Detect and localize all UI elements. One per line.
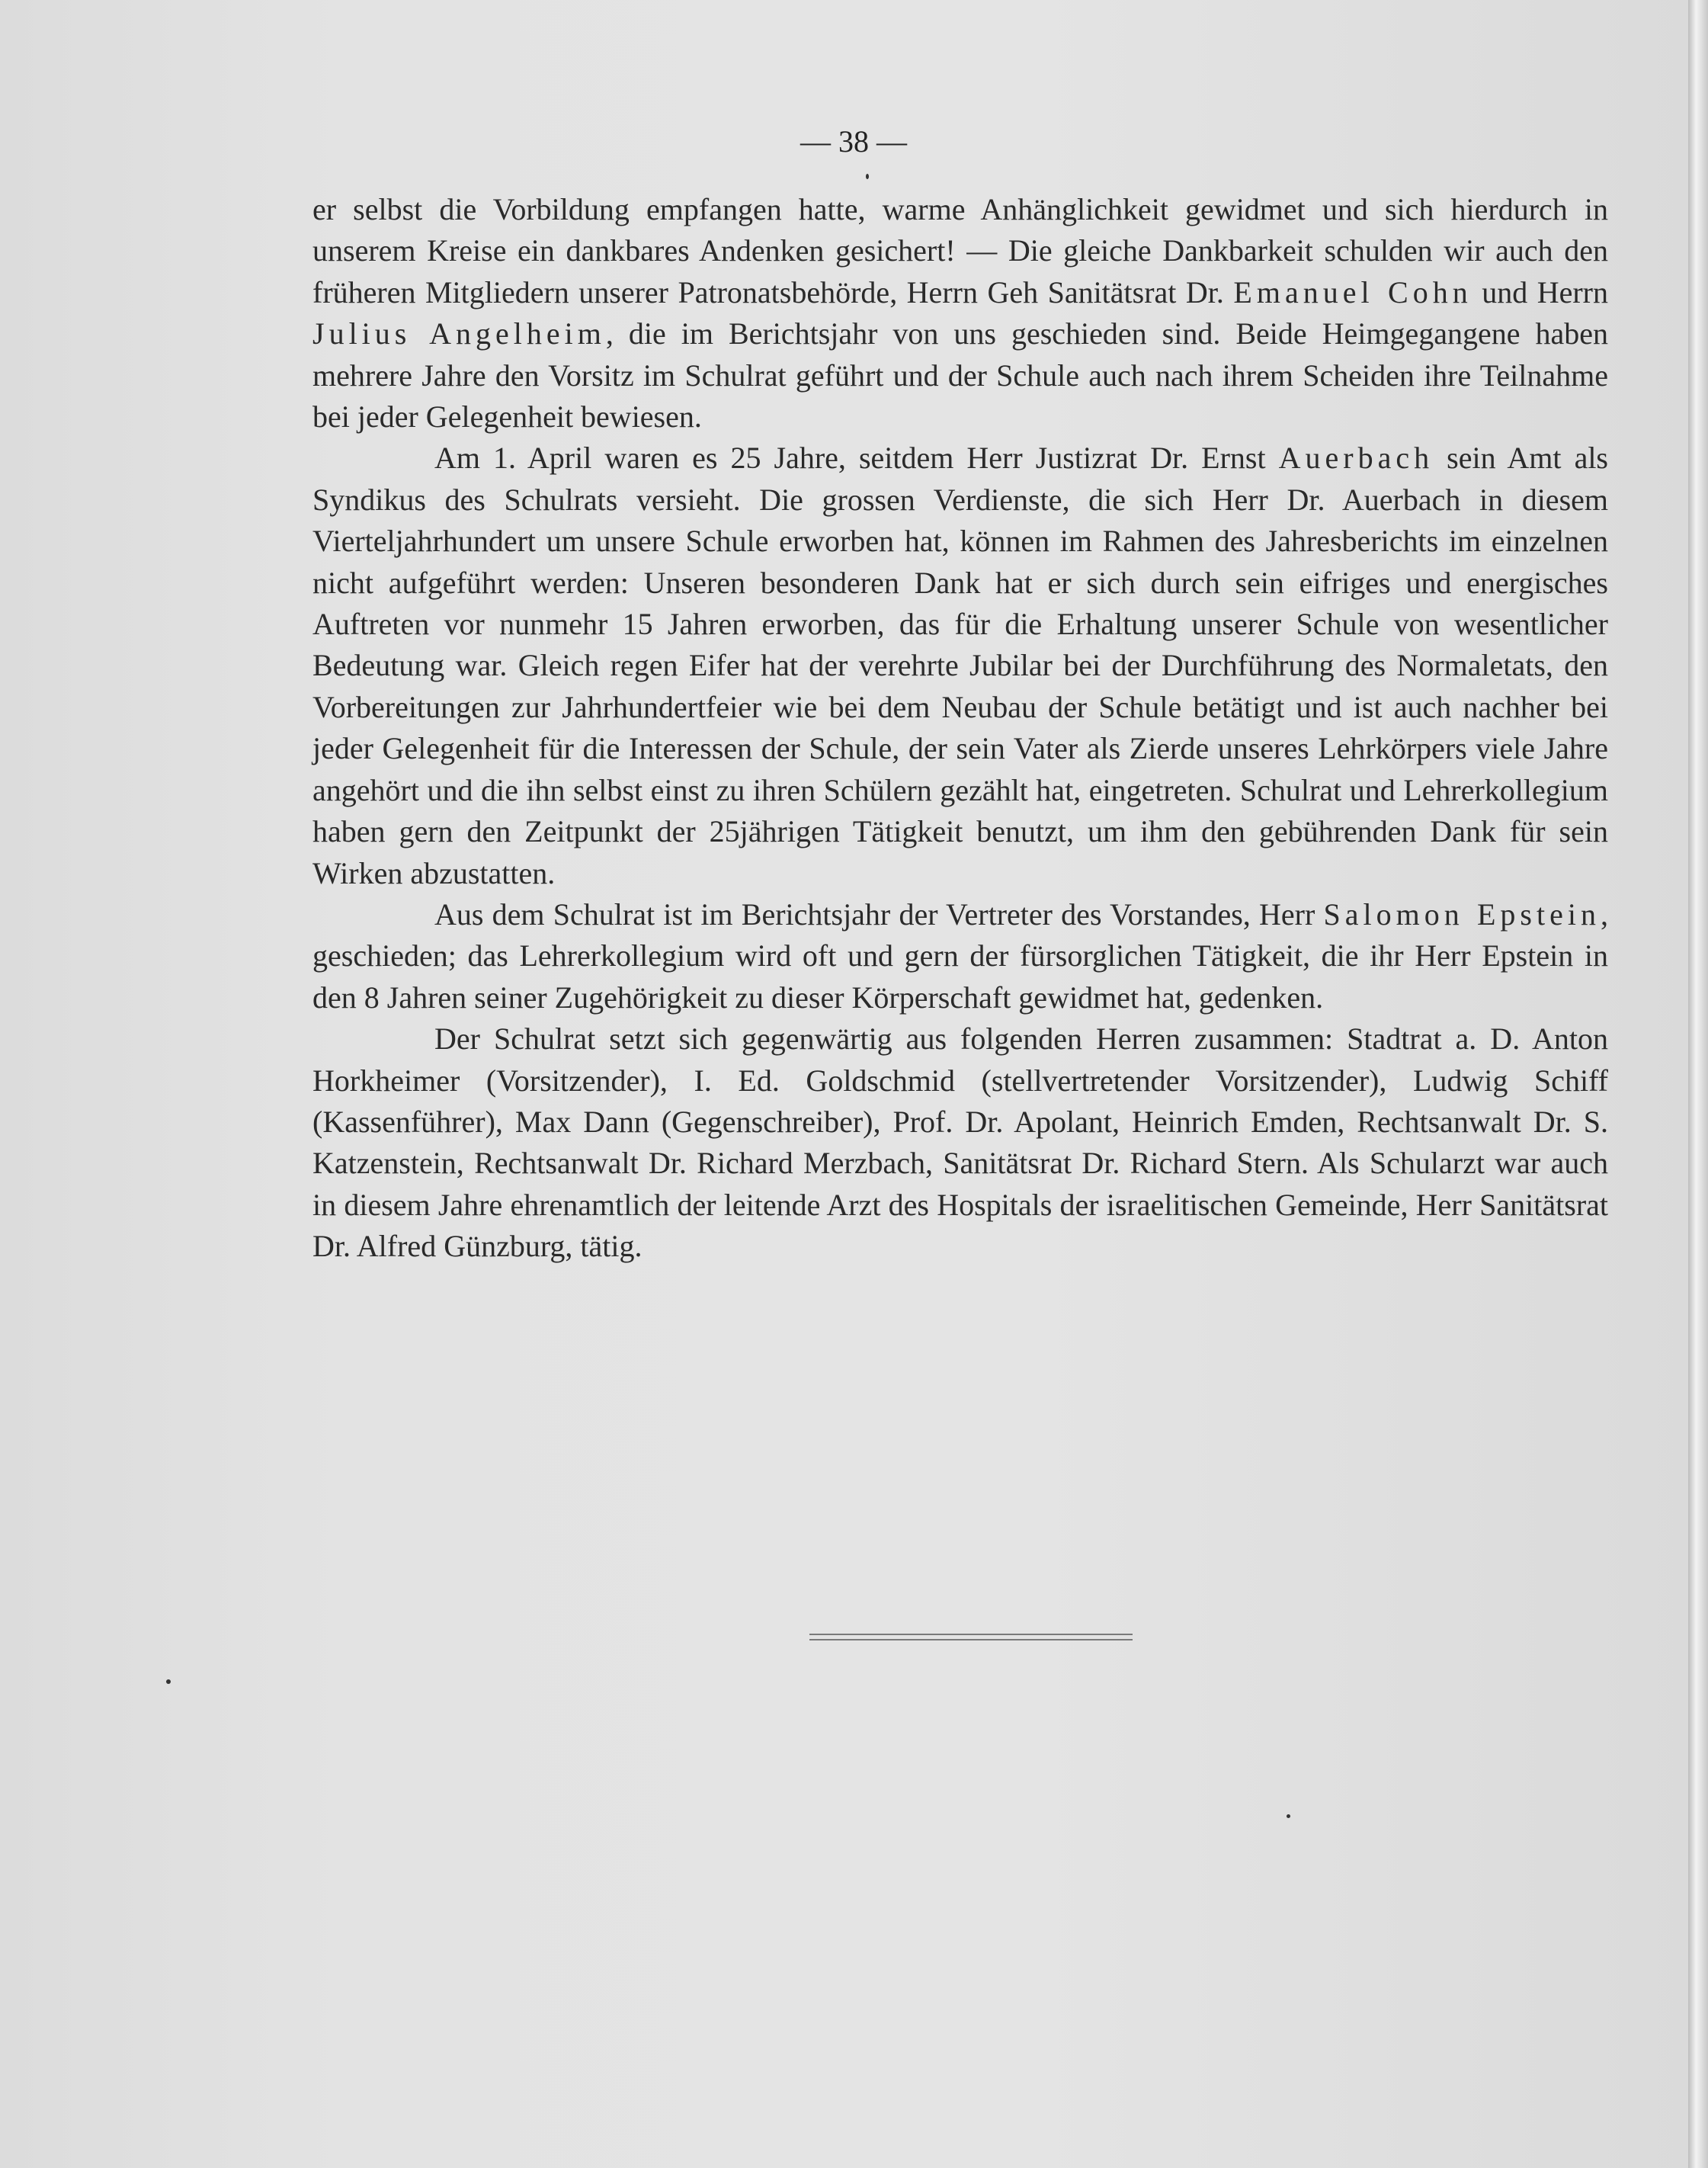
text-run: er selbst die Vorbildung empfangen hatte, warme Anhänglichkeit gewidmet und sich hierdurch in unserem Kreise ein dankbares Andenken gesichert! — Die gleiche Dankbarkeit schulden wir auch den früheren Mitgliedern unserer Patronatsbehörde, Herrn Geh Sanitätsrat Dr. <box>312 192 1608 309</box>
paragraph-4 <box>312 1018 1608 1267</box>
scan-speck <box>166 1679 171 1684</box>
spaced-name: Emanuel Cohn <box>1233 274 1472 309</box>
closing-rule-bottom <box>809 1639 1133 1640</box>
text-run: sein Amt als Syndikus des Schulrats versieht. Die grossen Verdienste, die sich Herr Dr. Auerbach in diesem Vierteljahrhundert um unsere Schule erworben hat, können im Rahmen des Jahresberichts im einzelnen nicht aufgeführt werden: Unseren besonderen Dank hat er sich durch sein eifriges und energisches Auftreten vor nunmehr 15 Jahren erworben, das für die Erhaltung unserer Schule von wesentlicher Bedeutung war. Gleich regen Eifer hat der verehrte Jubilar bei der Durchführung des Normaletats, den Vorbereitungen zur Jahrhundertfeier wie bei dem Neubau der Schule betätigt und ist auch nachher bei jeder Gelegenheit für die Interessen der Schule, der sein Vater als Zierde unseres Lehrkörpers viele Jahre angehört und die ihn selbst einst zu ihren Schülern gezählt hat, eingetreten. Schulrat und Lehrerkollegium haben gern den Zeitpunkt der 25jährigen Tätigkeit benutzt, um ihm den gebührenden Dank für sein Wirken abzustatten. <box>312 441 1608 890</box>
spaced-name: Julius Angelheim <box>312 316 606 351</box>
paragraph-1 <box>312 189 1608 438</box>
page-number: — 38 — <box>800 124 907 159</box>
spaced-name: Salomon Epstein <box>1323 896 1601 932</box>
paragraph-3 <box>312 894 1608 1018</box>
spaced-name: Auerbach <box>1278 441 1434 476</box>
text-run: und Herrn <box>1472 274 1609 309</box>
text-run: Aus dem Schulrat ist im Berichtsjahr der Vertreter des Vorstandes, Herr <box>434 896 1324 932</box>
paragraph-2 <box>312 438 1608 893</box>
closing-rule-top <box>809 1634 1133 1635</box>
body-text <box>312 189 1608 1268</box>
scan-speck <box>866 174 869 179</box>
text-run: Der Schulrat setzt sich gegenwärtig aus folgenden Herren zusammen: Stadtrat a. D. Anton Horkheimer (Vorsitzender), I. Ed. Goldschmid (stellvertretender Vorsitzender), Ludwig Schiff (Kassenführer), Max Dann (Gegenschreiber), Prof. Dr. Apolant, Heinrich Emden, Rechtsanwalt Dr. S. Katzenstein, Rechtsanwalt Dr. Richard Merzbach, Sanitätsrat Dr. Richard Stern. Als Schularzt war auch in diesem Jahre ehrenamtlich der leitende Arzt des Hospitals der israelitischen Gemeinde, Herr Sanitätsrat Dr. Alfred Günzburg, tätig. <box>312 1021 1608 1264</box>
page-edge-shadow <box>1688 0 1708 2168</box>
scan-speck <box>1287 1814 1290 1818</box>
text-run: Am 1. April waren es 25 Jahre, seitdem Herr Justizrat Dr. Ernst <box>434 441 1279 476</box>
text-run: , die im Berichtsjahr von uns geschieden sind. Beide Heimgegangene haben mehrere Jahre den Vorsitz im Schulrat geführt und der Schule auch nach ihrem Scheiden ihre Teilnahme bei jeder Gelegenheit bewiesen. <box>312 316 1609 435</box>
text-run: , geschieden; das Lehrerkollegium wird oft und gern der fürsorglichen Tätigkeit, die ihr Herr Epstein in den 8 Jahren seiner Zugehörigkeit zu dieser Körperschaft gewidmet hat, gedenken. <box>312 896 1608 1015</box>
